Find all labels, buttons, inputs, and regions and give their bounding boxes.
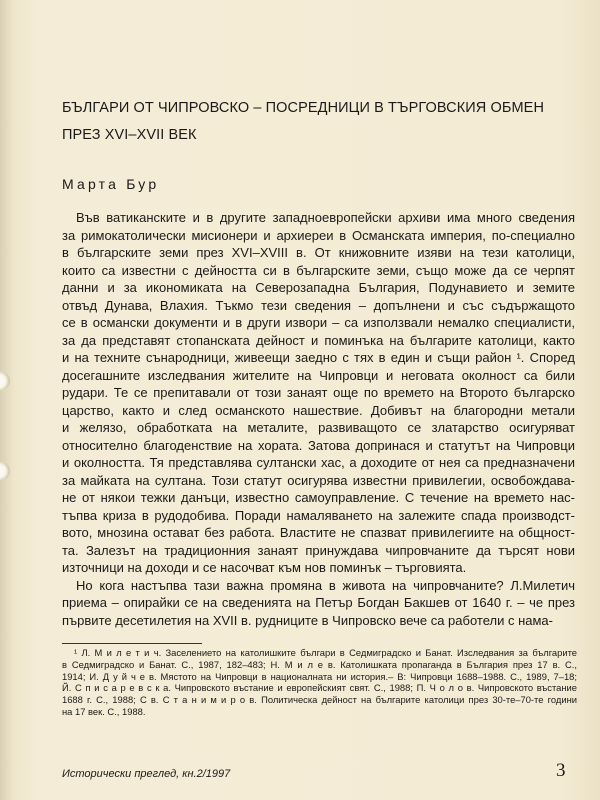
body-text-line: в българските земи през XVI–XVIII в. От книжовните изяви на тези католици, (62, 245, 575, 260)
body-text-line: източници на доходи и се насочват към нов поминък – търговията. (62, 560, 467, 575)
body-text-line: данни и за икономиката на Северозападна България, Подунавието и земите (62, 280, 575, 295)
footnotes (62, 647, 577, 718)
article-title (62, 95, 544, 149)
body-text-line: царство, както и след османското нашествие. Добивът на благородни метали (62, 402, 575, 418)
body-text-line: Но кога настъпва тази важна промяна в живота на чипровчаните? Л.Милетич (76, 577, 575, 593)
title-line-1: БЪЛГАРИ ОТ ЧИПРОВСКО – ПОСРЕДНИЦИ В ТЪРГОВСКИЯ ОБМЕН (62, 100, 545, 116)
body-text-line: се в османски документи и в други извори – са използвали немалко специалисти, (62, 315, 575, 330)
footnote-separator (62, 643, 202, 644)
body-text-line: досегашните изследвания жителите на Чипровци и неговата околност са били (62, 367, 575, 383)
body-text-line: отвъд Дунава, Влахия. Тъкмо тези сведения – допълнени и със съдържащото (62, 297, 575, 313)
footnote-line: на 17 век. С., 1988. (62, 705, 146, 717)
body-text-line: и на техните сънародници, живеещи заедно с тях в един и същи район ¹. Според (62, 350, 575, 365)
footnote-line: ¹ Л. М и л е т и ч. Заселението на католишките българи в Седмиградско и Банат. Изследвания за българите (74, 647, 577, 658)
body-text-line: за майката на султана. Този статут осигурява известни привилегии, освобождава- (62, 472, 575, 488)
body-text-line: тъпва криза в рудодобива. Поради намаляването на залежите спада производст- (62, 507, 575, 523)
journal-footer: Исторически преглед, кн.2/1997 (62, 768, 231, 780)
punch-hole (0, 462, 10, 480)
footnote-line: 1914; И. Д у й ч е в. Мястото на Чипровци в националната ни история.– В: Чипровци 1688–1988. С., 1989, 7–18; (62, 670, 577, 682)
footnote-line: 1688 г. С., 1988; С в. С т а н и м и р о в. Политическа дейност на българите католици през 30-те–70-те години (62, 694, 577, 706)
body-text-line: не от някои тежки данъци, известно самоуправление. С течение на времето нас- (62, 490, 575, 505)
page-number: 3 (556, 760, 566, 781)
body-text-line: рудари. Те се препитавали от този занаят още по времето на Второто българско (62, 385, 575, 400)
body-text-line: които са известни с дейността си в българските земи, също може да се черпят (62, 262, 575, 278)
body-text-line: за да представят стопанската дейност и поминъка на българите католици, както (62, 332, 575, 348)
body-text-line: Във ватиканските и в другите западноевропейски архиви има много сведения (76, 210, 575, 225)
body-text-line: първите десетилетия на XVII в. рудниците в Чипровско вече са работели с нама- (62, 612, 553, 628)
body-text-line: вото, мнозина остават без работа. Властите не спазват привилегиите на общност- (62, 525, 575, 540)
article-body (62, 209, 575, 629)
body-text-line: относително благоденствие на хората. Затова допринася и статутът на Чипровци (62, 437, 575, 453)
body-text-line: и околността. Тя представлява султански хас, а доходите от нея са предназначени (62, 455, 575, 470)
body-text-line: и желязо, обработката на металите, развиващото се златарство осигуряват (62, 420, 575, 435)
body-text-line: за римокатолически мисионери и архиереи в Османската империя, по-специално (62, 227, 575, 243)
author-name: Марта Бур (62, 176, 160, 192)
footnote-line: в Седмиградско и Банат. С., 1987, 182–483; Н. М и л е в. Католишката пропаганда в България през 17 в. С., (62, 658, 577, 670)
footnote-line: Й. С п и с а р е в с к а. Чипровското въстание и европейският свят. С., 1988; П. Ч о л о в. Чипровското въстание (62, 682, 577, 694)
body-text-line: приема – опирайки се на сведенията на Петър Богдан Бакшев от 1640 г. – че през (62, 595, 575, 610)
body-text-line: та. Залезът на традиционния занаят принуждава чипровчаните да търсят нови (62, 542, 575, 558)
punch-hole (0, 372, 10, 390)
title-line-2: ПРЕЗ XVI–XVII ВЕК (62, 127, 197, 143)
